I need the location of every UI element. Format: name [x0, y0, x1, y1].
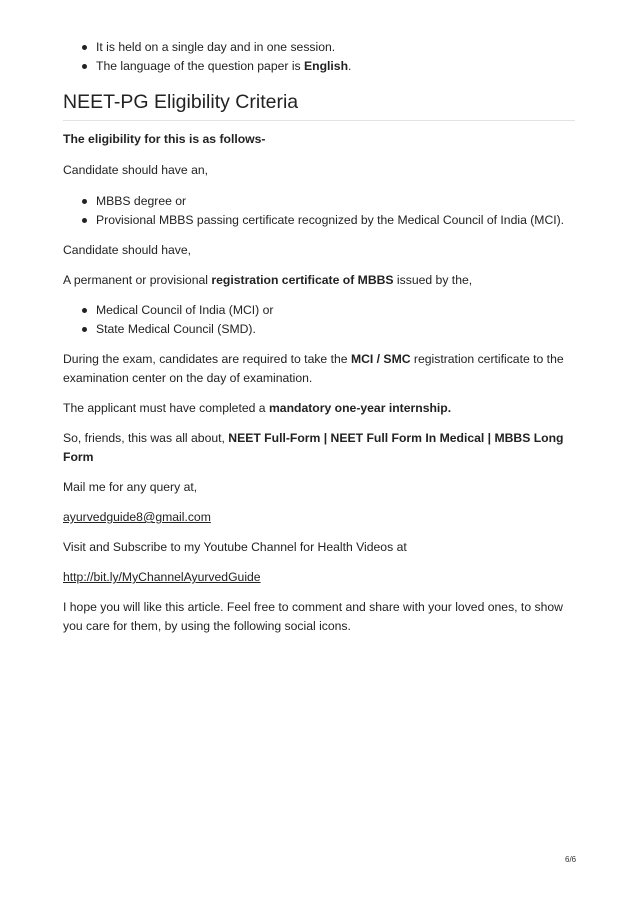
- paragraph: Candidate should have an,: [63, 163, 209, 177]
- list-item: MBBS degree or: [96, 192, 575, 211]
- list-item: Provisional MBBS passing certificate recognized by the Medical Council of India (MCI).: [96, 211, 575, 230]
- bold-text: registration certificate of MBBS: [211, 273, 394, 287]
- list-item: State Medical Council (SMD).: [96, 320, 575, 339]
- text-span: A permanent or provisional: [63, 273, 212, 287]
- paragraph: Visit and Subscribe to my Youtube Channel for Health Videos at: [63, 540, 407, 554]
- bold-text: mandatory one-year internship.: [268, 401, 452, 415]
- youtube-link[interactable]: http://bit.ly/MyChannelAyurvedGuide: [63, 570, 261, 584]
- list-item: [96, 57, 575, 76]
- text-span: .: [348, 59, 352, 73]
- text-span: So, friends, this was all about,: [63, 431, 229, 445]
- section-heading: NEET-PG Eligibility Criteria: [63, 89, 575, 121]
- document-page: [63, 38, 575, 636]
- text-span: The language of the question paper is: [96, 59, 305, 73]
- text-span: During the exam, candidates are required to take the: [63, 352, 351, 366]
- list-item: It is held on a single day and in one session.: [96, 38, 575, 57]
- list-item: Medical Council of India (MCI) or: [96, 301, 575, 320]
- paragraph: Mail me for any query at,: [63, 480, 198, 494]
- email-link[interactable]: ayurvedguide8@gmail.com: [63, 510, 211, 524]
- paragraph: [63, 399, 575, 418]
- paragraph: [63, 350, 575, 388]
- text-span: registration certificate to the examination center on the day of examination.: [63, 352, 564, 385]
- degree-list: [63, 192, 575, 230]
- paragraph: [63, 271, 575, 290]
- exam-facts-list: [63, 38, 575, 76]
- youtube-paragraph: [63, 568, 575, 587]
- bold-text: The eligibility for this is as follows-: [63, 132, 266, 146]
- text-span: issued by the,: [393, 273, 473, 287]
- page-number: 6/6: [565, 855, 577, 864]
- council-list: [63, 301, 575, 339]
- bold-text: English: [304, 59, 349, 73]
- intro-text: [63, 130, 575, 149]
- paragraph: Candidate should have,: [63, 243, 192, 257]
- paragraph: [63, 429, 575, 467]
- text-span: The applicant must have completed a: [63, 401, 269, 415]
- email-paragraph: [63, 508, 575, 527]
- closing-paragraph: I hope you will like this article. Feel free to comment and share with your loved ones, to show you care for them, by using the following social icons.: [63, 600, 563, 633]
- bold-text: MCI / SMC: [350, 352, 411, 366]
- bold-text: NEET Full-Form | NEET Full Form In Medical | MBBS Long Form: [63, 431, 564, 464]
